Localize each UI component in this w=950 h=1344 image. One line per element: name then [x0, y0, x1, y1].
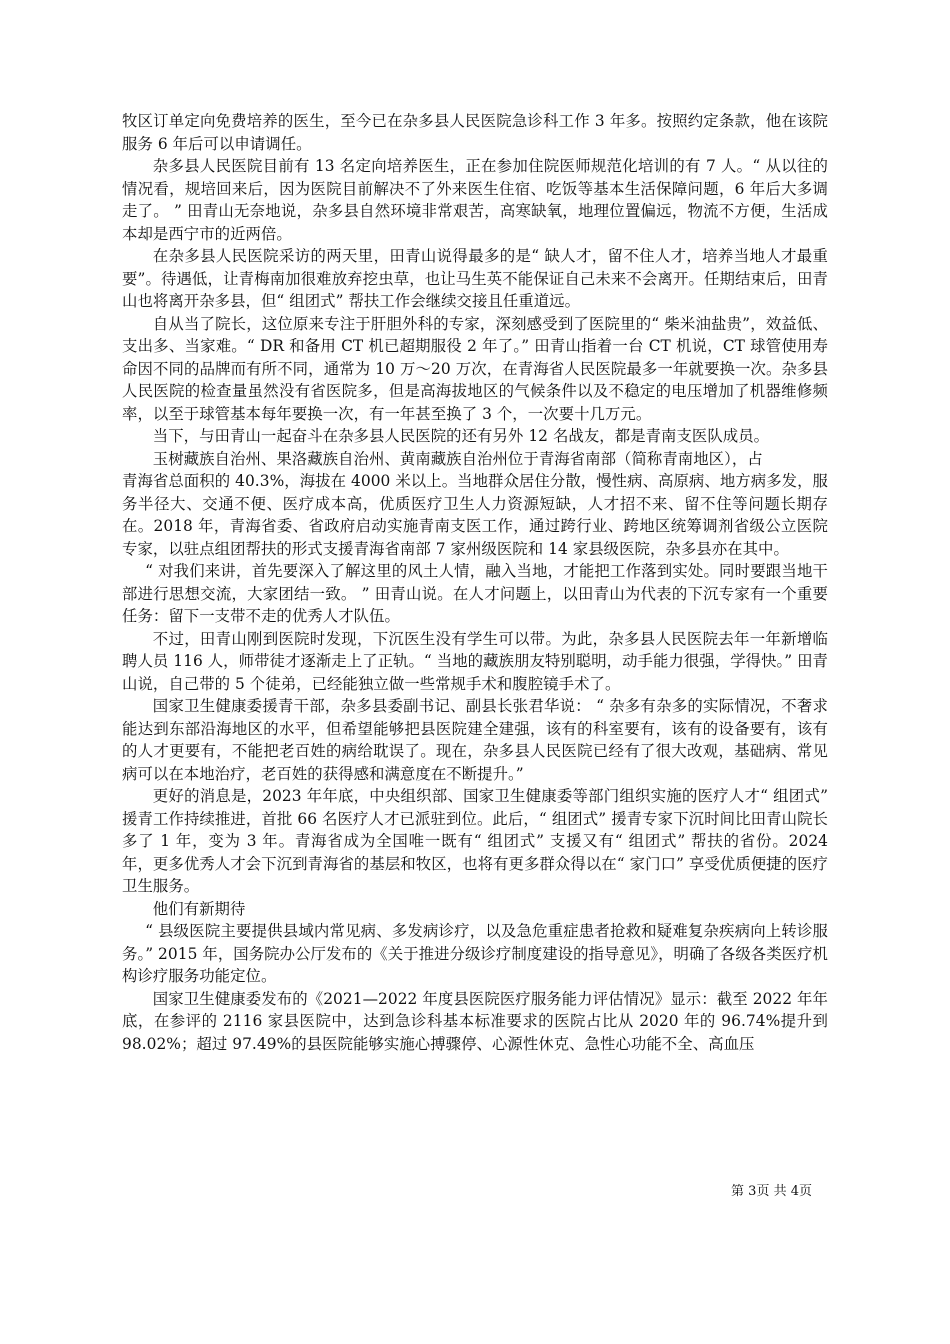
- paragraph: 国家卫生健康委援青干部，杂多县委副书记、副县长张君华说： “ 杂多有杂多的实际情况，不奢求能达到东部沿海地区的水平，但希望能够把县医院建全建强，该有的科室要有，该有的设备要有，该有的人才更要有，不能把老百姓的病给耽误了。现在，杂多县人民医院已经有了很大改观，基础病、常见病可以在本地治疗，老百姓的获得感和满意度在不断提升。”: [122, 697, 828, 783]
- document-body: [122, 110, 828, 1055]
- paragraph: 杂多县人民医院目前有 13 名定向培养医生，正在参加住院医师规范化培训的有 7 人。“ 从以往的情况看，规培回来后，因为医院目前解决不了外来医生住宿、吃饭等基本生活保障问题，6 年后大多调走了。 ” 田青山无奈地说，杂多县自然环境非常艰苦，高寒缺氧，地理位置偏远，物流不方便，生活成本却是西宁市的近两倍。: [122, 157, 828, 243]
- paragraph: 玉树藏族自治州、果洛藏族自治州、黄南藏族自治州位于青海省南部（简称青南地区），占: [152, 449, 763, 468]
- page-number: 第 3页 共 4页: [731, 1184, 812, 1199]
- paragraph: 自从当了院长，这位原来专注于肝胆外科的专家，深刻感受到了医院里的“ 柴米油盐贵”，效益低、支出多、当家难。“ DR 和备用 CT 机已超期服役 2 年了。” 田青山指着一台 CT 机说，CT 球管使用寿命因不同的品牌而有所不同，通常为 10 万～20 万次，在青海省人民医院最多一年就要换一次。杂多县人民医院的检查量虽然没有省医院多，但是高海拔地区的气候条件以及不稳定的电压增加了机器维修频率，以至于球管基本每年要换一次，有一年甚至换了 3 个，一次要十几万元。: [122, 314, 828, 423]
- paragraph: 国家卫生健康委发布的《2021—2022 年度县医院医疗服务能力评估情况》显示：截至 2022 年年底，在参评的 2116 家县医院中，达到急诊科基本标准要求的医院占比从 2020 年的 96.74%提升到 98.02%；超过 97.49%的县医院能够实施心搏骤停、心源性休克、急性心功能不全、高血压: [122, 989, 828, 1053]
- paragraph: 青海省总面积的 40.3%，海拔在 4000 米以上。当地群众居住分散，慢性病、高原病、地方病多发，服务半径大、交通不便、医疗成本高，优质医疗卫生人力资源短缺，人才招不来、留不住等问题长期存在。2018 年，青海省委、省政府启动实施青南支医工作，通过跨行业、跨地区统筹调剂省级公立医院专家，以驻点组团帮扶的形式支援青海省南部 7 家州级医院和 14 家县级医院，杂多县亦在其中。: [122, 472, 828, 558]
- paragraph: 不过，田青山刚到医院时发现，下沉医生没有学生可以带。为此，杂多县人民医院去年一年新增临聘人员 116 人，师带徒才逐渐走上了正轨。“ 当地的藏族朋友特别聪明，动手能力很强，学得快。” 田青山说，自己带的 5 个徒弟，已经能独立做一些常规手术和腹腔镜手术了。: [122, 629, 828, 693]
- paragraph: 牧区订单定向免费培养的医生，至今已在杂多县人民医院急诊科工作 3 年多。按照约定条款，他在该院服务 6 年后可以申请调任。: [122, 112, 828, 153]
- paragraph: “ 对我们来讲，首先要深入了解这里的风土人情，融入当地，才能把工作落到实处。同时要跟当地干部进行思想交流，大家团结一致。 ” 田青山说。在人才问题上，以田青山为代表的下沉专家有一个重要任务：留下一支带不走的优秀人才队伍。: [122, 562, 828, 625]
- paragraph: “ 县级医院主要提供县域内常见病、多发病诊疗，以及急危重症患者抢救和疑难复杂疾病向上转诊服务。” 2015 年，国务院办公厅发布的《关于推进分级诊疗制度建设的指导意见》，明确了各级各类医疗机构诊疗服务功能定位。: [122, 922, 828, 985]
- paragraph: 更好的消息是，2023 年年底，中央组织部、国家卫生健康委等部门组织实施的医疗人才“ 组团式” 援青工作持续推进，首批 66 名医疗人才已派驻到位。此后，“ 组团式” 援青专家下沉时间比田青山院长多了 1 年，变为 3 年。青海省成为全国唯一既有“ 组团式” 支援又有“ 组团式” 帮扶的省份。2024 年，更多优秀人才会下沉到青海省的基层和牧区，也将有更多群众得以在“ 家门口” 享受优质便捷的医疗卫生服务。: [122, 787, 828, 895]
- section-heading: 他们有新期待: [152, 899, 246, 918]
- paragraph: 在杂多县人民医院采访的两天里，田青山说得最多的是“ 缺人才，留不住人才，培养当地人才最重要”。待遇低，让青梅南加很难放弃挖虫草，也让马生英不能保证自己未来不会离开。任期结束后，田青山也将离开杂多县，但“ 组团式” 帮扶工作会继续交接且任重道远。: [122, 247, 828, 310]
- paragraph: 当下，与田青山一起奋斗在杂多县人民医院的还有另外 12 名战友，都是青南支医队成员。: [152, 427, 770, 445]
